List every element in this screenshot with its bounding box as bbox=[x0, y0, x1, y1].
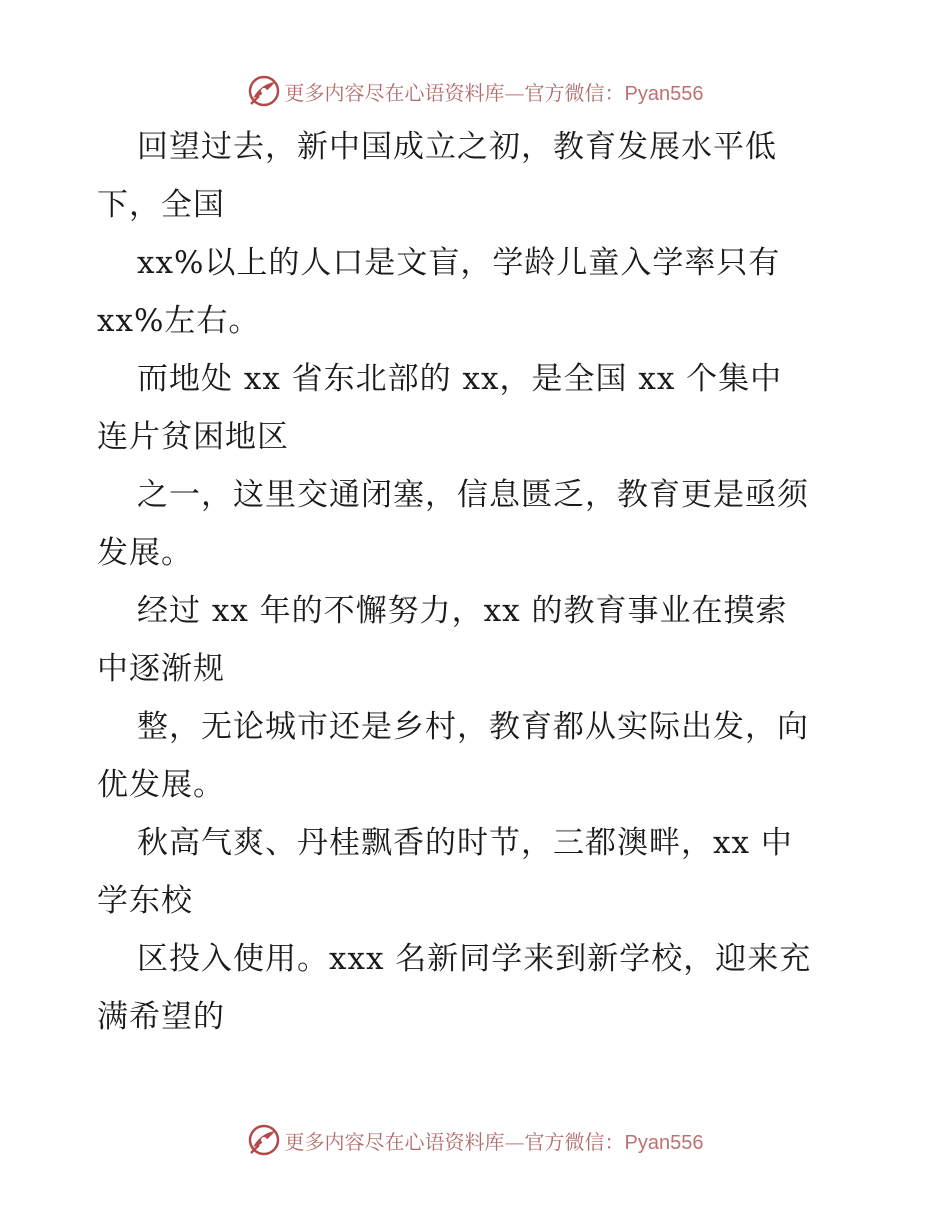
watermark-id: Pyan556 bbox=[624, 1131, 704, 1154]
document-body bbox=[97, 118, 857, 1046]
body-line: xx%左右。 bbox=[97, 303, 261, 339]
body-line: 区投入使用。xxx 名新同学来到新学校，迎来充 bbox=[137, 941, 812, 977]
pen-nib-icon bbox=[247, 74, 281, 108]
page-header bbox=[0, 71, 950, 111]
body-line: 下，全国 bbox=[97, 187, 225, 223]
body-line: 之一，这里交通闭塞，信息匮乏，教育更是亟须 bbox=[137, 477, 809, 513]
body-line: 学东校 bbox=[97, 883, 193, 919]
header-watermark bbox=[247, 74, 704, 108]
body-line: 满希望的 bbox=[97, 999, 225, 1035]
watermark-main-text: 更多内容尽在心语资料库 bbox=[284, 1129, 505, 1154]
body-line: 发展。 bbox=[97, 535, 193, 571]
watermark-id: Pyan556 bbox=[624, 82, 704, 105]
watermark-label: 官方微信： bbox=[524, 80, 625, 105]
watermark-label: 官方微信： bbox=[524, 1129, 625, 1154]
body-line: 经过 xx 年的不懈努力，xx 的教育事业在摸索 bbox=[137, 593, 788, 629]
body-line: 优发展。 bbox=[97, 767, 225, 803]
body-line: 中逐渐规 bbox=[97, 651, 225, 687]
body-line: 连片贫困地区 bbox=[97, 419, 289, 455]
watermark-separator: — bbox=[504, 80, 525, 105]
body-line: 而地处 xx 省东北部的 xx，是全国 xx 个集中 bbox=[137, 361, 783, 397]
footer-watermark bbox=[247, 1123, 704, 1157]
body-line: 整，无论城市还是乡村，教育都从实际出发，向 bbox=[137, 709, 809, 745]
body-line: 秋高气爽、丹桂飘香的时节，三都澳畔，xx 中 bbox=[137, 825, 793, 861]
body-line: xx%以上的人口是文盲，学龄儿童入学率只有 bbox=[137, 245, 781, 281]
body-line: 回望过去，新中国成立之初，教育发展水平低 bbox=[137, 129, 777, 165]
watermark-main-text: 更多内容尽在心语资料库 bbox=[284, 80, 505, 105]
page-footer bbox=[0, 1120, 950, 1160]
pen-nib-icon bbox=[247, 1123, 281, 1157]
watermark-separator: — bbox=[504, 1129, 525, 1154]
